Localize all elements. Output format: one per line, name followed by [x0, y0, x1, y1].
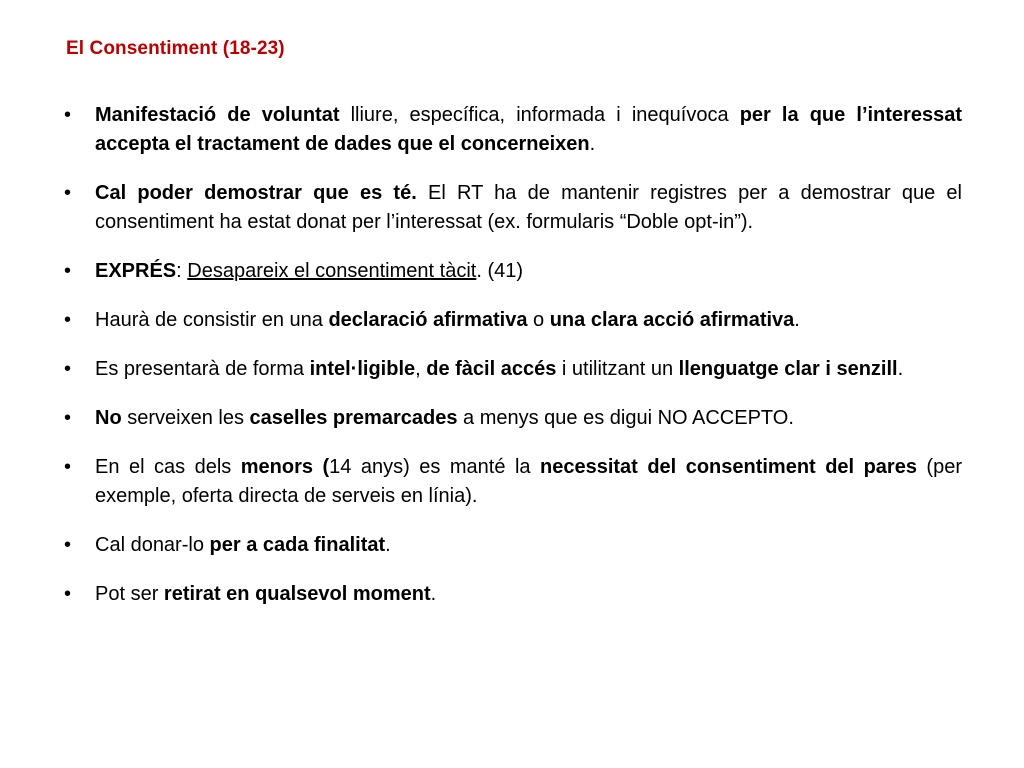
- bullet-text-segment: una clara acció afirmativa: [549, 309, 795, 331]
- slide-title: El Consentiment (18-23): [66, 38, 285, 59]
- bullet-text-segment: Cal poder demostrar que es té.: [95, 182, 417, 204]
- bullet-marker: •: [64, 534, 72, 556]
- bullet-text-segment: per a cada finalitat: [209, 534, 386, 556]
- bullet-text-segment: de fàcil accés: [426, 358, 557, 380]
- bullet-text-segment: Manifestació de voluntat: [95, 104, 340, 126]
- bullet-text-segment: Es presentarà de forma: [95, 358, 310, 380]
- bullet-text-segment: .: [897, 358, 904, 380]
- bullet-text-segment: (per exemple, oferta directa de serveis en línia).: [95, 456, 962, 507]
- bullet-item: [64, 580, 962, 609]
- bullet-marker: •: [64, 407, 72, 429]
- bullet-text-segment: per la que l’interessat accepta el tractament de dades que el concerneixen: [95, 104, 962, 155]
- bullet-marker: •: [64, 583, 72, 605]
- bullet-text-segment: intel·ligible: [309, 358, 416, 380]
- bullet-text-segment: serveixen les: [121, 407, 250, 429]
- bullet-text-segment: No: [95, 407, 122, 429]
- bullet-text-segment: declaració afirmativa: [328, 309, 528, 331]
- bullet-text-segment: :: [176, 260, 188, 282]
- bullet-text-segment: . (41): [476, 260, 524, 282]
- bullet-text-segment: .: [589, 133, 596, 155]
- bullet-text-segment: necessitat del consentiment del pares: [540, 456, 917, 478]
- bullet-text-segment: caselles premarcades: [249, 407, 458, 429]
- bullet-marker: •: [64, 309, 72, 331]
- bullet-marker: •: [64, 182, 72, 204]
- bullet-text-segment: .: [794, 309, 800, 331]
- bullet-item: [64, 179, 962, 237]
- bullet-text-segment: llenguatge clar i senzill: [678, 358, 898, 380]
- bullet-text-segment: 14 anys) es manté la: [329, 456, 540, 478]
- bullet-text-segment: o: [527, 309, 550, 331]
- bullet-item: [64, 404, 962, 433]
- bullet-text-segment: En el cas dels: [95, 456, 241, 478]
- bullet-text-segment: .: [385, 534, 391, 556]
- bullet-marker: •: [64, 260, 72, 282]
- bullet-marker: •: [64, 456, 72, 478]
- bullet-item: [64, 306, 962, 335]
- bullet-text-segment: ,: [415, 358, 427, 380]
- bullet-item: [64, 101, 962, 159]
- bullet-item: [64, 453, 962, 511]
- bullet-text-segment: menors (: [240, 456, 330, 478]
- bullet-text-segment: i utilitzant un: [556, 358, 679, 380]
- bullet-item: [64, 355, 962, 384]
- bullet-text-segment: Pot ser: [95, 583, 164, 605]
- bullet-marker: •: [64, 358, 72, 380]
- bullet-text-segment: Cal donar-lo: [95, 534, 210, 556]
- bullet-text-segment: retirat en qualsevol moment: [163, 583, 431, 605]
- bullet-text-segment: Desapareix el consentiment tàcit: [187, 260, 477, 282]
- bullet-text-segment: a menys que es digui NO ACCEPTO.: [457, 407, 794, 429]
- bullet-text-segment: .: [430, 583, 437, 605]
- bullet-text-segment: Haurà de consistir en una: [95, 309, 329, 331]
- bullet-item: [64, 257, 962, 286]
- bullet-text-segment: lliure, específica, informada i inequívoca: [339, 104, 740, 126]
- bullet-marker: •: [64, 104, 72, 126]
- bullet-list: [64, 101, 962, 629]
- bullet-text-segment: EXPRÉS: [95, 260, 177, 282]
- bullet-item: [64, 531, 962, 560]
- bullet-text-segment: El RT ha de mantenir registres per a demostrar que el consentiment ha estat donat per l’interessat (ex. formularis “Doble opt-in”).: [95, 182, 962, 233]
